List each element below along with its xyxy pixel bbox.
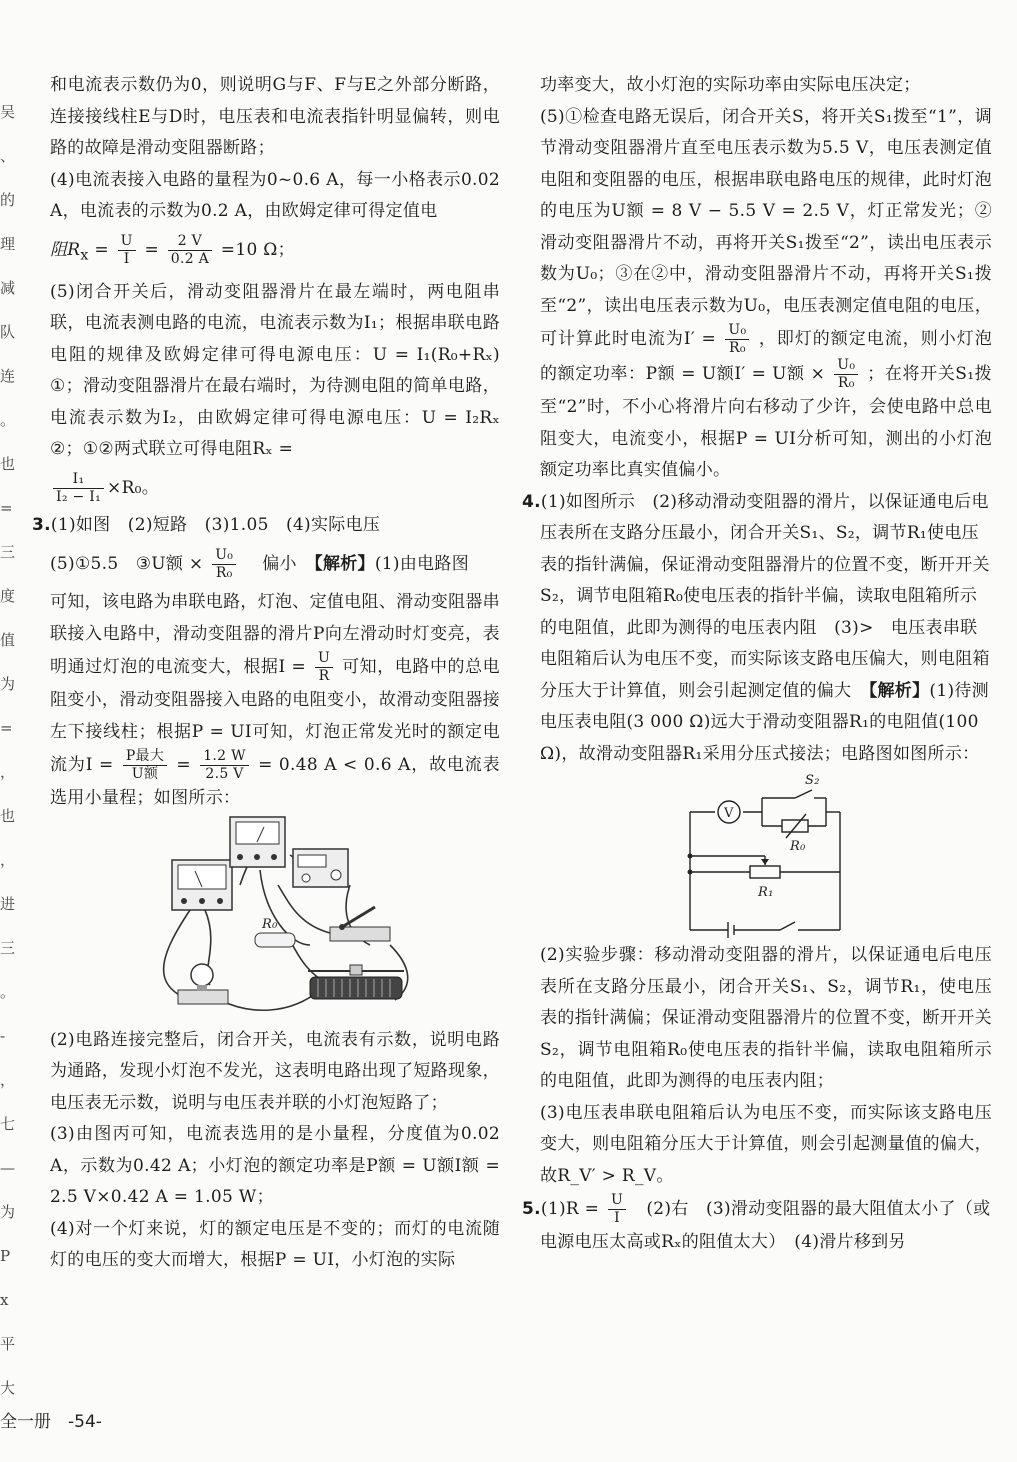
edge-glyph: P bbox=[0, 1247, 11, 1265]
left-edge-cut-text bbox=[0, 90, 14, 1410]
question-3-answers: 3.(1)如图 (2)短路 (3)1.05 (4)实际电压 bbox=[32, 514, 381, 535]
edge-glyph: 理 bbox=[0, 235, 16, 253]
edge-glyph: 也 bbox=[0, 807, 16, 825]
edge-glyph: ， bbox=[0, 1071, 16, 1089]
fraction: $\frac{\text{U₀}}{\text{R₀}}$ bbox=[834, 357, 858, 392]
edge-glyph: = bbox=[0, 499, 13, 517]
edge-glyph: x bbox=[0, 1291, 9, 1309]
edge-glyph: 队 bbox=[0, 323, 16, 341]
power-supply-icon bbox=[293, 849, 348, 887]
edge-glyph: 七 bbox=[0, 1115, 16, 1133]
ammeter-icon bbox=[172, 860, 232, 910]
left-para-1: 和电流表示数仍为0，则说明G与F、F与E之外部分断路，连接接线柱E与D时，电压表和电流表指针明显偏转，则电路的故障是滑动变阻器断路； bbox=[50, 75, 500, 158]
edge-glyph: 三 bbox=[0, 543, 16, 561]
left-para-6: (3)由图丙可知，电流表选用的是小量程，分度值为0.02 A，示数为0.42 A；小灯泡的额定功率是P额 = U额I额 = 2.5 V×0.42 A = 1.05 W； bbox=[50, 1124, 500, 1208]
edge-glyph: 吴 bbox=[0, 103, 16, 121]
r0-label: R₀ bbox=[790, 839, 806, 854]
edge-glyph: 大 bbox=[0, 1379, 16, 1397]
edge-glyph: ， bbox=[0, 763, 16, 781]
edge-glyph: 进 bbox=[0, 895, 16, 913]
lamp-icon bbox=[178, 964, 228, 1004]
fraction: $\frac{\text{I₁}}{\text{I₂ − I₁}}$ bbox=[53, 471, 104, 506]
edge-glyph: 。 bbox=[0, 983, 16, 1001]
s2-label: S₂ bbox=[805, 773, 820, 788]
right-para-1: 功率变大，故小灯泡的实际功率由实际电压决定； bbox=[540, 75, 921, 95]
edge-glyph: 。 bbox=[0, 411, 16, 429]
edge-glyph: = bbox=[0, 719, 13, 737]
svg-text:V: V bbox=[724, 806, 734, 821]
edge-glyph: 三 bbox=[0, 939, 16, 957]
right-para-3: (2)实验步骤：移动滑动变阻器的滑片，以保证通电后电压表所在支路分压最小，闭合开关S₁、S₂，调节R₁，使电压表的指针满偏；保证滑动变阻器滑片的位置不变，断开开关S₂，调节电阻箱R₀使电压表的指针半偏，读取电阻箱所示的电阻值，此即为测得的电压表内阻； bbox=[540, 945, 992, 1091]
voltmeter-icon bbox=[230, 817, 285, 867]
edge-glyph: 、 bbox=[0, 147, 16, 165]
fraction: $\frac{U}{R}$ bbox=[315, 650, 333, 685]
edge-glyph: 减 bbox=[0, 279, 16, 297]
edge-glyph: ， bbox=[0, 851, 16, 869]
fraction: $\frac{U}{I}$ bbox=[608, 1192, 626, 1227]
left-para-2-formula: 阻$R_x$ = $\frac{U}{I}$ = $\frac{2 V}{0.2 A}$ =10 Ω； bbox=[50, 232, 295, 267]
edge-glyph: 也 bbox=[0, 455, 16, 473]
fraction: $\frac{\text{P最大}}{\text{U额}}$ bbox=[123, 748, 167, 783]
switch-icon bbox=[330, 907, 390, 941]
edge-glyph: - bbox=[0, 1027, 6, 1045]
right-para-2: (5)①检查电路无误后，闭合开关S，将开关S₁拨至“1”，调节滑动变阻器滑片直至电压表示数为5.5 V，电压表测定值电阻和变阻器的电压，根据串联电路电压的规律，此时灯泡的电压为U额 = 8 V − 5.5 V = 2.5 V，灯正常发光；②滑动变阻器滑片不动，再将开关S₁拨至“2”，读出电压表示数为U₀；③在②中，滑动变阻器滑片不动，再将开关S₁拨至“2”，读出电压表示数为U₀，电压表测定值电阻的电压，可计算此时电流为I′ = $\frac{\text{U₀}}{\text{R₀}}$ ，即灯的额定电流，则小灯泡的额定功率：P额 = U额I′ = U额 × $\frac{\text{U₀}}{\text{R₀}}$ ；在将开关S₁拨至“2”时，不小心将滑片向右移动了少许，会使电路中总电阻变大，电流变小，根据P = UI分析可知，测出的小灯泡额定功率比真实值偏小。 bbox=[540, 106, 992, 480]
left-para-4: 可知，该电路为串联电路，灯泡、定值电阻、滑动变阻器串联接入电路中，滑动变阻器的滑片P向左滑动时灯变亮，表明通过灯泡的电流变大，根据I = $\frac{U}{R}$ 可知，电路中的总电阻变小，滑动变阻器接入电路的电阻变小，故滑动变阻器接左下接线柱；根据P = UI可知，灯泡正常发光时的额定电流为I = $\frac{\text{P最大}}{\text{U额}}$ = $\frac{1.2 W}{2.5 V}$ = 0.48 A < 0.6 A，故电流表选用小量程；如图所示： bbox=[50, 592, 500, 809]
fraction: $\frac{2 V}{0.2 A}$ bbox=[168, 233, 212, 268]
circuit-diagram bbox=[540, 770, 992, 940]
question-number: 5. bbox=[522, 1199, 541, 1219]
right-column bbox=[522, 70, 992, 1259]
left-para-2: (4)电流表接入电路的量程为0~0.6 A，每一小格表示0.02 A，电流表的示数为0.2 A，由欧姆定律可得定值电 bbox=[50, 169, 500, 221]
left-para-3: (5)闭合开关后，滑动变阻器滑片在最左端时，两电阻串联，电流表测电路的电流，电流表示数为I₁；根据串联电路电阻的规律及欧姆定律可得电源电压：U = I₁(R₀+Rₓ) ①；滑动变阻器滑片在最右端时，为待测电阻的简单电路，电流表示数为I₂，由欧姆定律可得电源电压：U = I₂Rₓ ②；①②两式联立可得电阻Rₓ = bbox=[50, 281, 500, 460]
fraction: $\frac{1.2 W}{2.5 V}$ bbox=[200, 748, 249, 783]
left-para-5: (2)电路连接完整后，闭合开关，电流表有示数，说明电路为通路，发现小灯泡不发光，这表明电路出现了短路现象，电压表无示数，说明与电压表并联的小灯泡短路了； bbox=[50, 1029, 500, 1113]
edge-glyph: 的 bbox=[0, 191, 16, 209]
edge-glyph: 度 bbox=[0, 587, 16, 605]
analysis-tag: 【解析】 bbox=[868, 680, 930, 701]
voltmeter-symbol bbox=[718, 801, 740, 823]
edge-glyph: — bbox=[0, 1159, 15, 1177]
question-4-answers: 4.(1)如图所示 (2)移动滑动变阻器的滑片，以保证通电后电压表所在支路分压最小，闭合开关S₁、S₂，调节R₁使电压表的指针满偏，保证滑动变阻器滑片的位置不变，断开开关S₂，调节电阻箱R₀使电压表的指针半偏，读取电阻箱所示的电阻值，此即为测得的电压表内阻 (3)> 电压表串联电阻箱后认为电压不变，而实际该支路电压偏大，则电阻箱分压大于计算值，则会引起测定值的偏大 【解析】(1)待测电压表电阻(3 000 Ω)远大于滑动变阻器R₁的电阻值(100 Ω)，故滑动变阻器R₁采用分压式接法；电路图如图所示： bbox=[522, 491, 990, 764]
fraction: $\frac{\text{U₀}}{\text{R₀}}$ bbox=[212, 547, 236, 582]
edge-glyph: 为 bbox=[0, 675, 16, 693]
question-5-answers: 5.(1)R = $\frac{U}{I}$ (2)右 (3)滑动变阻器的最大阻值太小了（或电源电压太高或Rₓ的阻值太大） (4)滑片移到另 bbox=[522, 1192, 991, 1252]
fraction: $\frac{U}{I}$ bbox=[118, 233, 136, 268]
left-column bbox=[32, 70, 500, 1277]
page-footer: 全一册 -54- bbox=[0, 1412, 102, 1432]
fixed-resistor-icon bbox=[255, 917, 295, 947]
edge-glyph: 连 bbox=[0, 367, 16, 385]
right-para-4: (3)电压表串联电阻箱后认为电压不变，而实际该支路电压变大，则电阻箱分压大于计算值，则会引起测量值的偏大，故R_V′ > R_V。 bbox=[540, 1102, 992, 1186]
r0-label: R₀ bbox=[262, 916, 278, 932]
edge-glyph: 平 bbox=[0, 1335, 16, 1353]
analysis-tag: 【解析】 bbox=[314, 554, 375, 575]
r1-label: R₁ bbox=[758, 885, 774, 900]
question-number: 4. bbox=[522, 491, 541, 512]
left-para-7: (4)对一个灯来说，灯的额定电压是不变的；而灯的电流随灯的电压的变大而增大，根据P = UI，小灯泡的实际 bbox=[50, 1218, 500, 1271]
left-para-3-formula: $\frac{\text{I₁}}{\text{I₂ − I₁}}$ ×R₀。 bbox=[50, 466, 500, 510]
edge-glyph: 值 bbox=[0, 631, 16, 649]
question-3-line-2: (5)①5.5 ③U额 × $\frac{\text{U₀}}{\text{R₀}}$ 偏小 【解析】(1)由电路图 bbox=[50, 547, 470, 582]
fraction: $\frac{\text{U₀}}{\text{R₀}}$ bbox=[725, 322, 749, 357]
rheostat-icon bbox=[308, 965, 404, 999]
physical-circuit-figure bbox=[50, 815, 500, 1025]
question-number: 3. bbox=[32, 514, 51, 535]
edge-glyph: 为 bbox=[0, 1203, 16, 1221]
